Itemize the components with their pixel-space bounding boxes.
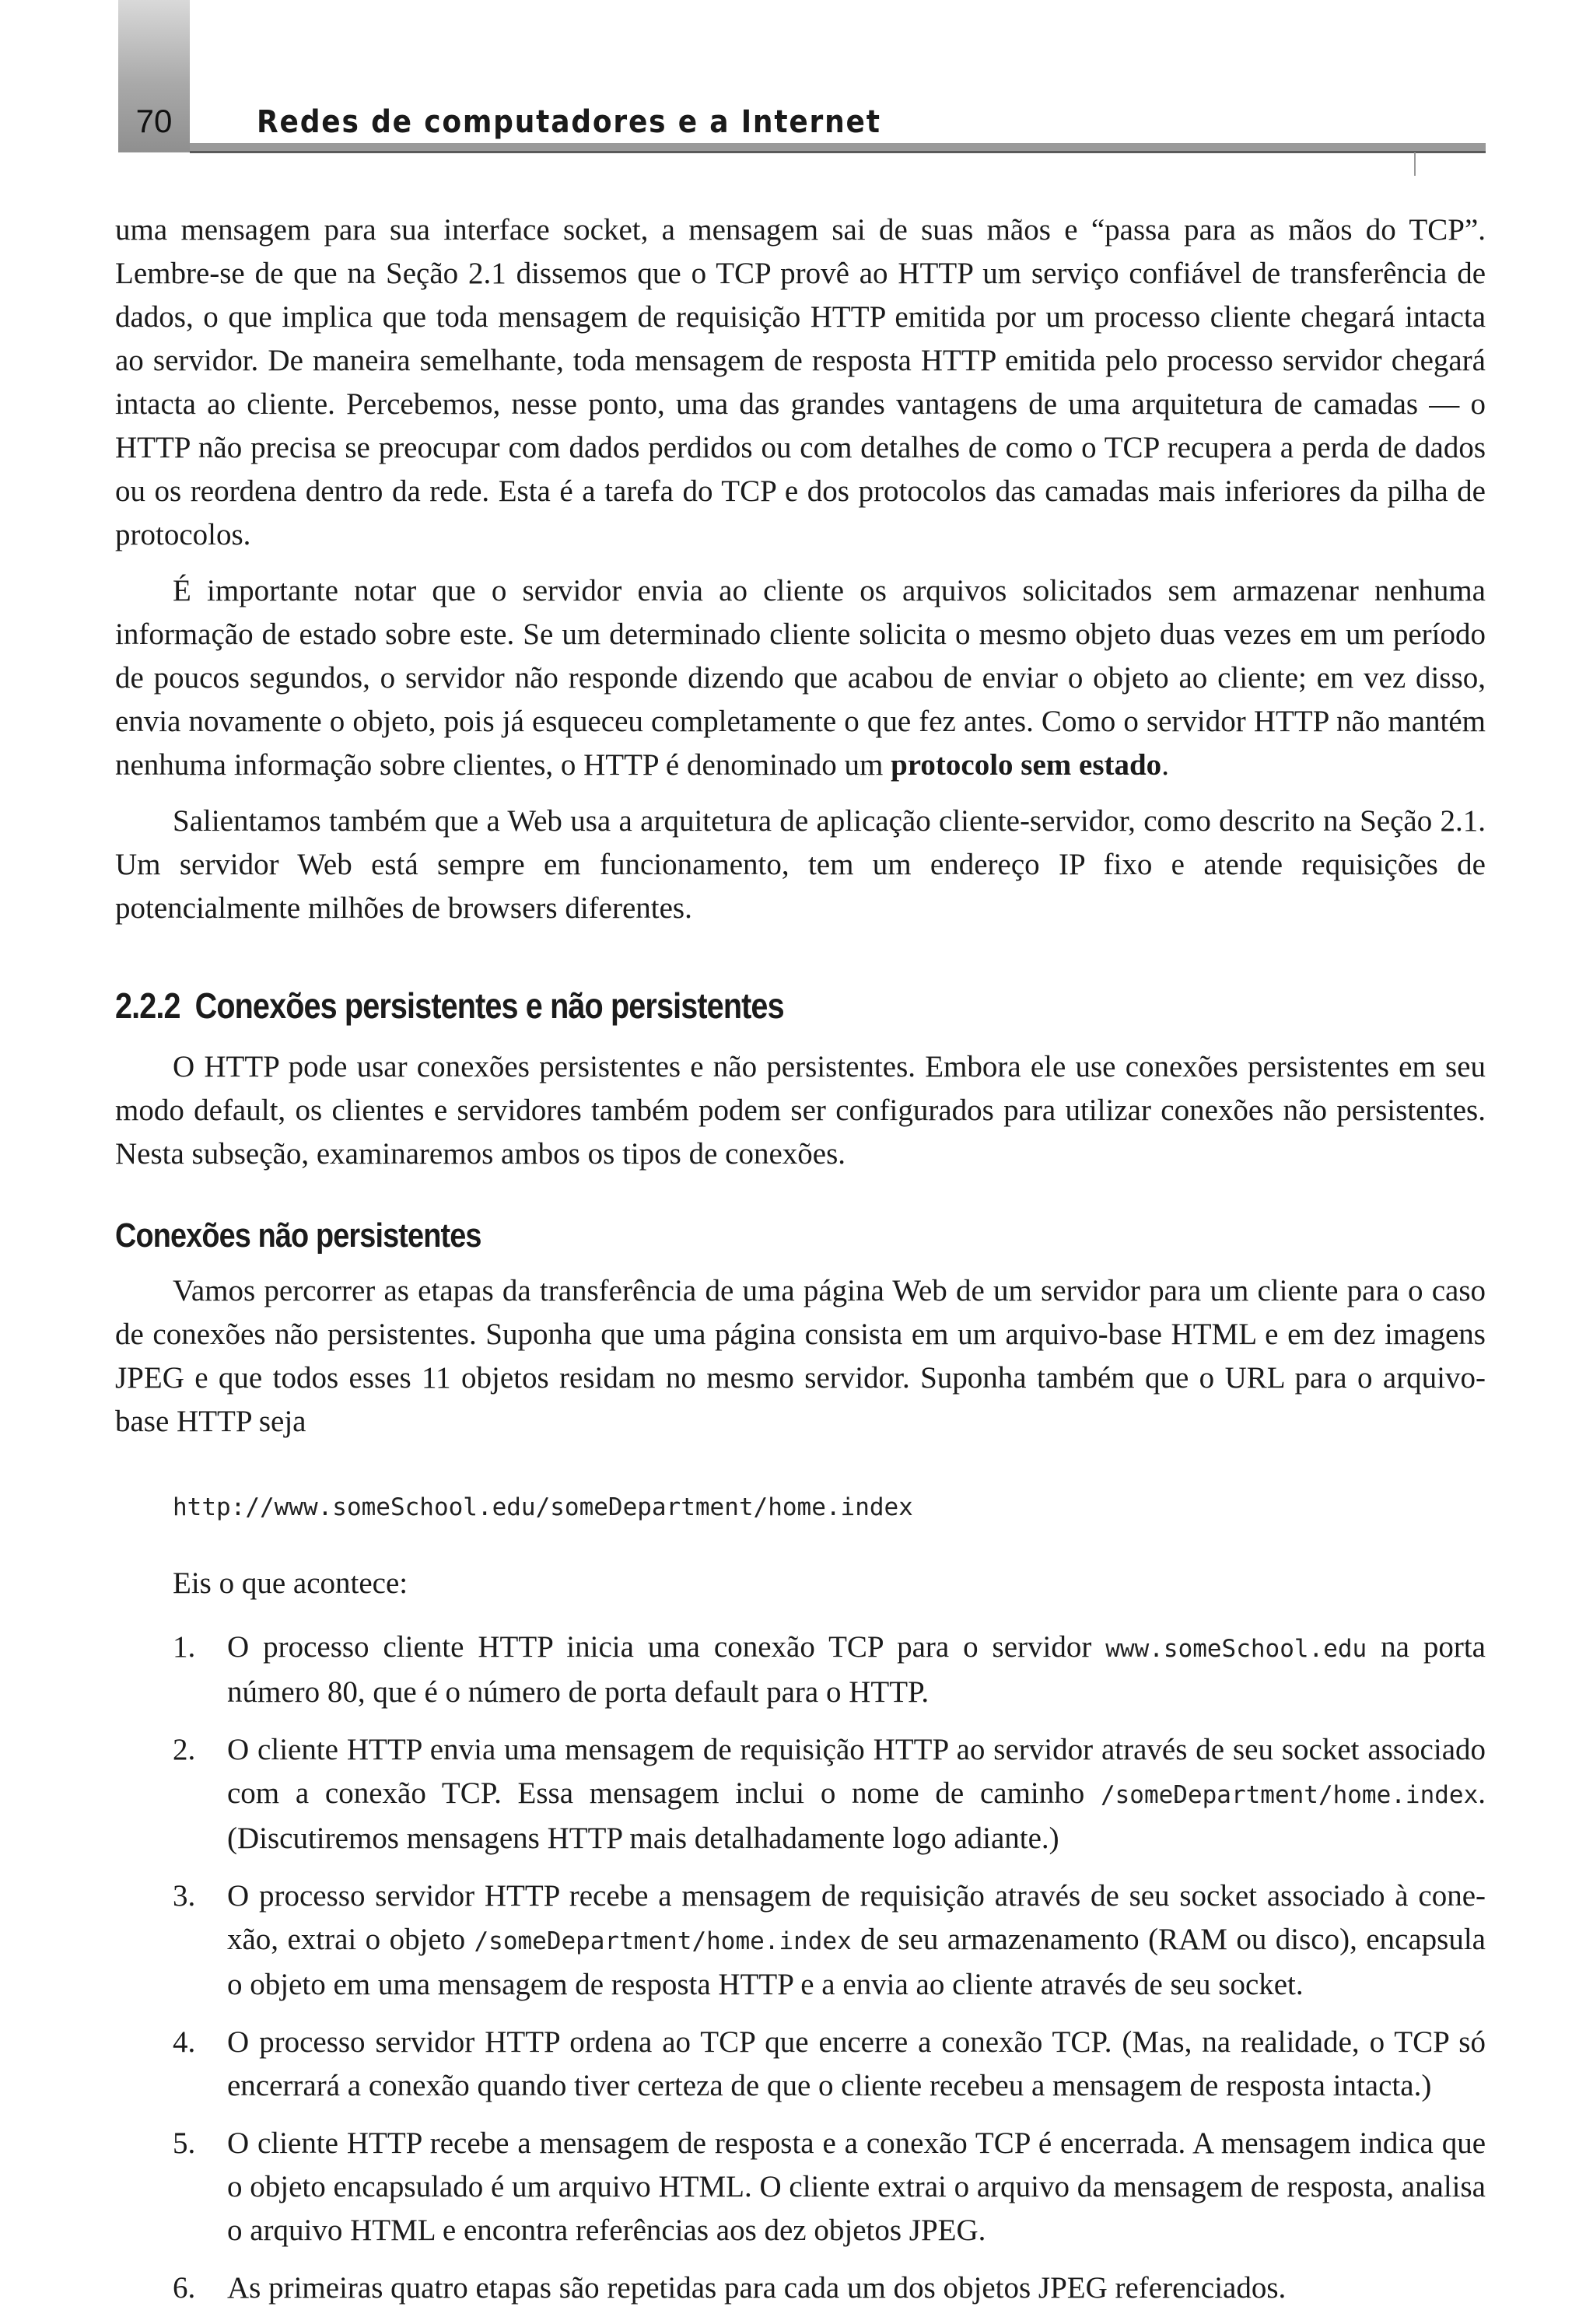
step-text-end: de seu armazenamento (RAM ou disco), encapsula o objeto em uma mensagem de resposta HTTP e a envia ao cliente através de seu socket.	[227, 1923, 1486, 2001]
step-text: O cliente HTTP envia uma mensagem de requisição HTTP ao servidor através de seu socket associado com a conexão TCP. Essa mensagem inclui o nome de caminho	[227, 1733, 1486, 1810]
page-number: 70	[135, 103, 173, 139]
header-rule-line	[190, 151, 1486, 153]
step-code: /someDepartment/home.index	[474, 1927, 852, 1955]
list-item	[115, 1874, 1486, 2007]
step-text: As primeiras quatro etapas são repetidas para cada um dos objetos JPEG referenciados.	[227, 2271, 1287, 2305]
step-code: www.someSchool.edu	[1105, 1635, 1367, 1663]
stateless-text-end: .	[1161, 748, 1169, 782]
body-paragraph-stateless	[115, 569, 1486, 787]
step-text: O processo servidor HTTP recebe a mensagem de requisição através de seu socket associado à conexão, extrai o objeto	[227, 1879, 1486, 1956]
term-stateless-protocol: protocolo sem estado	[891, 748, 1162, 782]
step-number: 5.	[173, 2126, 196, 2160]
steps-list	[115, 1626, 1486, 2310]
list-item	[115, 1728, 1486, 1860]
subsection-heading: Conexões não persistentes	[115, 1216, 481, 1255]
list-item	[115, 2266, 1486, 2310]
margin-mark	[1414, 152, 1416, 176]
list-item	[115, 2122, 1486, 2252]
step-text: O processo servidor HTTP ordena ao TCP que encerre a conexão TCP. (Mas, na realidade, o TCP só encerrará a conexão quando tiver certeza de que o cliente recebeu a mensagem de resposta intacta.)	[227, 2025, 1486, 2102]
steps-lead-in: Eis o que acontece:	[173, 1566, 408, 1600]
step-number: 1.	[173, 1630, 196, 1664]
step-text-end: . (Discutiremos mensagens HTTP mais detalhadamente logo adiante.)	[227, 1776, 1486, 1855]
step-text-end: na porta número 80, que é o número de porta default para o HTTP.	[227, 1630, 1486, 1709]
step-number: 2.	[173, 1733, 196, 1766]
section-heading	[115, 985, 1294, 1027]
running-title: Redes de computadores e a Internet	[257, 104, 881, 140]
section-paragraph: O HTTP pode usar conexões persistentes e não persistentes. Embora ele use conexões persistentes em seu modo default, os clientes e servidores também podem ser configurados para utilizar conexões não persistentes. Nesta subseção, examinaremos ambos os tipos de conexões.	[115, 1050, 1486, 1171]
body-paragraph-intro: uma mensagem para sua interface socket, a mensagem sai de suas mãos e “passa para as mãos do TCP”. Lembre-se de que na Seção 2.1 dissemos que o TCP provê ao HTTP um serviço confiável de transferência de dados, o que implica que toda mensagem de requisição HTTP emitida por um processo cliente chegará intacta ao servidor. De maneira semelhante, toda mensagem de resposta HTTP emitida pelo processo servidor chegará intacta ao cliente. Percebemos, nesse ponto, uma das grandes vantagens de uma arquitetura de camadas — o HTTP não precisa se preocupar com dados perdidos ou com detalhes de como o TCP recupera a perda de dados ou os reordena dentro da rede. Esta é a tarefa do TCP e dos protocolos das camadas mais inferiores da pilha de protocolos.	[115, 213, 1486, 551]
step-number: 6.	[173, 2271, 196, 2305]
body-paragraph-web: Salientamos também que a Web usa a arquitetura de aplicação cliente-servidor, como descrito na Seção 2.1. Um servidor Web está sempre em funcionamento, tem um endereço IP fixo e atende requisições de potencialmente milhões de browsers diferentes.	[115, 804, 1486, 925]
subsection-paragraph: Vamos percorrer as etapas da transferência de uma página Web de um servidor para um cliente para o caso de conexões não persistentes. Suponha que uma página consista em um arquivo-base HTML e em dez imagens JPEG e que todos esses 11 objetos residam no mesmo servidor. Suponha também que o URL para o arquivo-base HTTP seja	[115, 1274, 1486, 1438]
step-text: O processo cliente HTTP inicia uma conexão TCP para o servidor	[227, 1630, 1106, 1664]
stateless-text: É importante notar que o servidor envia ao cliente os arquivos solicitados sem armazenar nenhuma informação de estado sobre este. Se um determinado cliente solicita o mesmo objeto duas vezes em um período de poucos segundos, o servidor não responde dizendo que acabou de enviar o objeto ao cliente; em vez disso, envia novamente o objeto, pois já esqueceu completamente o que fez antes. Como o servidor HTTP não mantém nenhuma informação sobre clientes, o HTTP é denominado um	[115, 574, 1486, 782]
step-number: 4.	[173, 2025, 196, 2059]
page-body	[115, 208, 1486, 2324]
step-number: 3.	[173, 1879, 196, 1913]
step-code: /someDepartment/home.index	[1100, 1781, 1479, 1809]
list-item	[115, 2021, 1486, 2108]
example-url: http://www.someSchool.edu/someDepartment/home.index	[173, 1493, 913, 1521]
section-number: 2.2.2	[115, 985, 180, 1026]
step-text: O cliente HTTP recebe a mensagem de resposta e a conexão TCP é encerrada. A mensagem indica que o objeto encapsulado é um arquivo HTML. O cliente extrai o arquivo da mensagem de resposta, analisa o arquivo HTML e encontra referências aos dez objetos JPEG.	[227, 2126, 1486, 2247]
list-item	[115, 1626, 1486, 1714]
section-title: Conexões persistentes e não persistentes	[194, 985, 784, 1026]
